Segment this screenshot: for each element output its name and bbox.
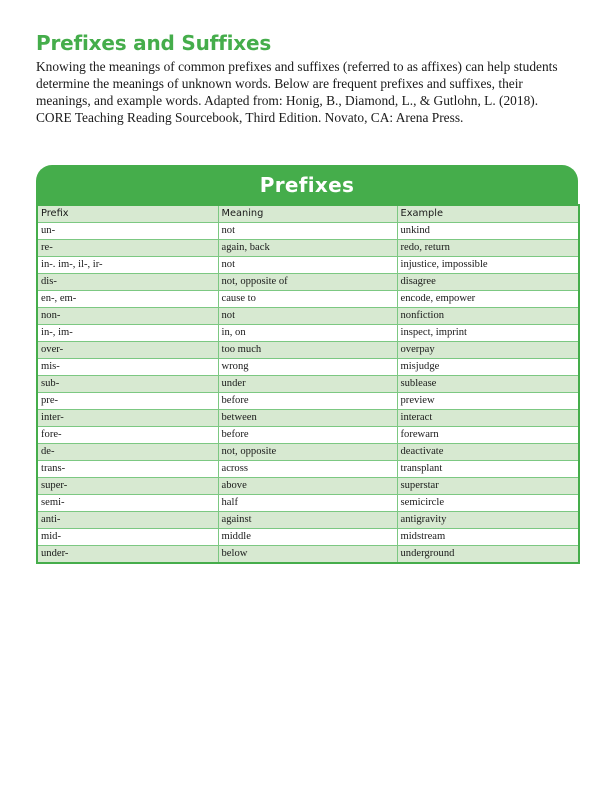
cell-example: forewarn	[397, 427, 579, 444]
table-banner	[36, 165, 578, 204]
cell-example: nonfiction	[397, 308, 579, 325]
cell-meaning: before	[218, 427, 397, 444]
cell-meaning: in, on	[218, 325, 397, 342]
table-row	[37, 359, 579, 376]
cell-prefix: de-	[37, 444, 218, 461]
table-row	[37, 393, 579, 410]
cell-example: injustice, impossible	[397, 257, 579, 274]
cell-prefix: mid-	[37, 529, 218, 546]
cell-prefix: dis-	[37, 274, 218, 291]
cell-meaning: not	[218, 257, 397, 274]
table-header-row	[37, 205, 579, 223]
cell-example: disagree	[397, 274, 579, 291]
cell-prefix: over-	[37, 342, 218, 359]
table-row	[37, 376, 579, 393]
cell-example: superstar	[397, 478, 579, 495]
table-row	[37, 410, 579, 427]
cell-example: antigravity	[397, 512, 579, 529]
page-title: Prefixes and Suffixes	[36, 31, 272, 55]
table-row	[37, 512, 579, 529]
cell-prefix: fore-	[37, 427, 218, 444]
cell-example: semicircle	[397, 495, 579, 512]
cell-prefix: sub-	[37, 376, 218, 393]
cell-meaning: not	[218, 308, 397, 325]
cell-meaning: again, back	[218, 240, 397, 257]
cell-example: interact	[397, 410, 579, 427]
cell-example: preview	[397, 393, 579, 410]
table-row	[37, 325, 579, 342]
cell-prefix: inter-	[37, 410, 218, 427]
cell-prefix: un-	[37, 223, 218, 240]
column-header-example: Example	[397, 205, 579, 223]
cell-example: sublease	[397, 376, 579, 393]
cell-meaning: before	[218, 393, 397, 410]
cell-prefix: en-, em-	[37, 291, 218, 308]
table-row	[37, 478, 579, 495]
cell-meaning: wrong	[218, 359, 397, 376]
intro-paragraph: Knowing the meanings of common prefixes and suffixes (referred to as affixes) can help students determine the meanings of unknown words. Below are frequent prefixes and suffixes, their meanings, and example words. Adapted from: Honig, B., Diamond, L., & Gutlohn, L. (2018). CORE Teaching Reading Sourcebook, Third Edition. Novato, CA: Arena Press.	[36, 59, 558, 125]
cell-prefix: non-	[37, 308, 218, 325]
column-header-meaning: Meaning	[218, 205, 397, 223]
cell-prefix: re-	[37, 240, 218, 257]
cell-meaning: half	[218, 495, 397, 512]
table-row	[37, 274, 579, 291]
cell-example: underground	[397, 546, 579, 564]
table-row	[37, 291, 579, 308]
column-header-prefix: Prefix	[37, 205, 218, 223]
table-row	[37, 546, 579, 564]
cell-meaning: middle	[218, 529, 397, 546]
cell-prefix: trans-	[37, 461, 218, 478]
cell-prefix: in-, im-	[37, 325, 218, 342]
table-body	[37, 223, 579, 564]
cell-meaning: not, opposite	[218, 444, 397, 461]
table-row	[37, 427, 579, 444]
cell-prefix: super-	[37, 478, 218, 495]
table-title: Prefixes	[259, 172, 355, 197]
cell-meaning: under	[218, 376, 397, 393]
cell-example: redo, return	[397, 240, 579, 257]
cell-prefix: anti-	[37, 512, 218, 529]
table-row	[37, 444, 579, 461]
cell-meaning: not, opposite of	[218, 274, 397, 291]
table-row	[37, 461, 579, 478]
cell-meaning: between	[218, 410, 397, 427]
cell-meaning: above	[218, 478, 397, 495]
prefixes-table	[36, 204, 580, 564]
table-row	[37, 529, 579, 546]
table-row	[37, 223, 579, 240]
cell-prefix: in-. im-, il-, ir-	[37, 257, 218, 274]
cell-meaning: across	[218, 461, 397, 478]
table-row	[37, 257, 579, 274]
prefixes-table-card	[36, 165, 578, 564]
cell-example: inspect, imprint	[397, 325, 579, 342]
cell-example: midstream	[397, 529, 579, 546]
cell-example: transplant	[397, 461, 579, 478]
table-row	[37, 342, 579, 359]
cell-meaning: too much	[218, 342, 397, 359]
cell-prefix: under-	[37, 546, 218, 564]
cell-example: deactivate	[397, 444, 579, 461]
table-row	[37, 240, 579, 257]
cell-meaning: cause to	[218, 291, 397, 308]
cell-meaning: below	[218, 546, 397, 564]
cell-example: unkind	[397, 223, 579, 240]
cell-meaning: against	[218, 512, 397, 529]
cell-prefix: pre-	[37, 393, 218, 410]
table-row	[37, 495, 579, 512]
cell-prefix: mis-	[37, 359, 218, 376]
table-row	[37, 308, 579, 325]
cell-example: misjudge	[397, 359, 579, 376]
cell-prefix: semi-	[37, 495, 218, 512]
cell-meaning: not	[218, 223, 397, 240]
cell-example: overpay	[397, 342, 579, 359]
cell-example: encode, empower	[397, 291, 579, 308]
